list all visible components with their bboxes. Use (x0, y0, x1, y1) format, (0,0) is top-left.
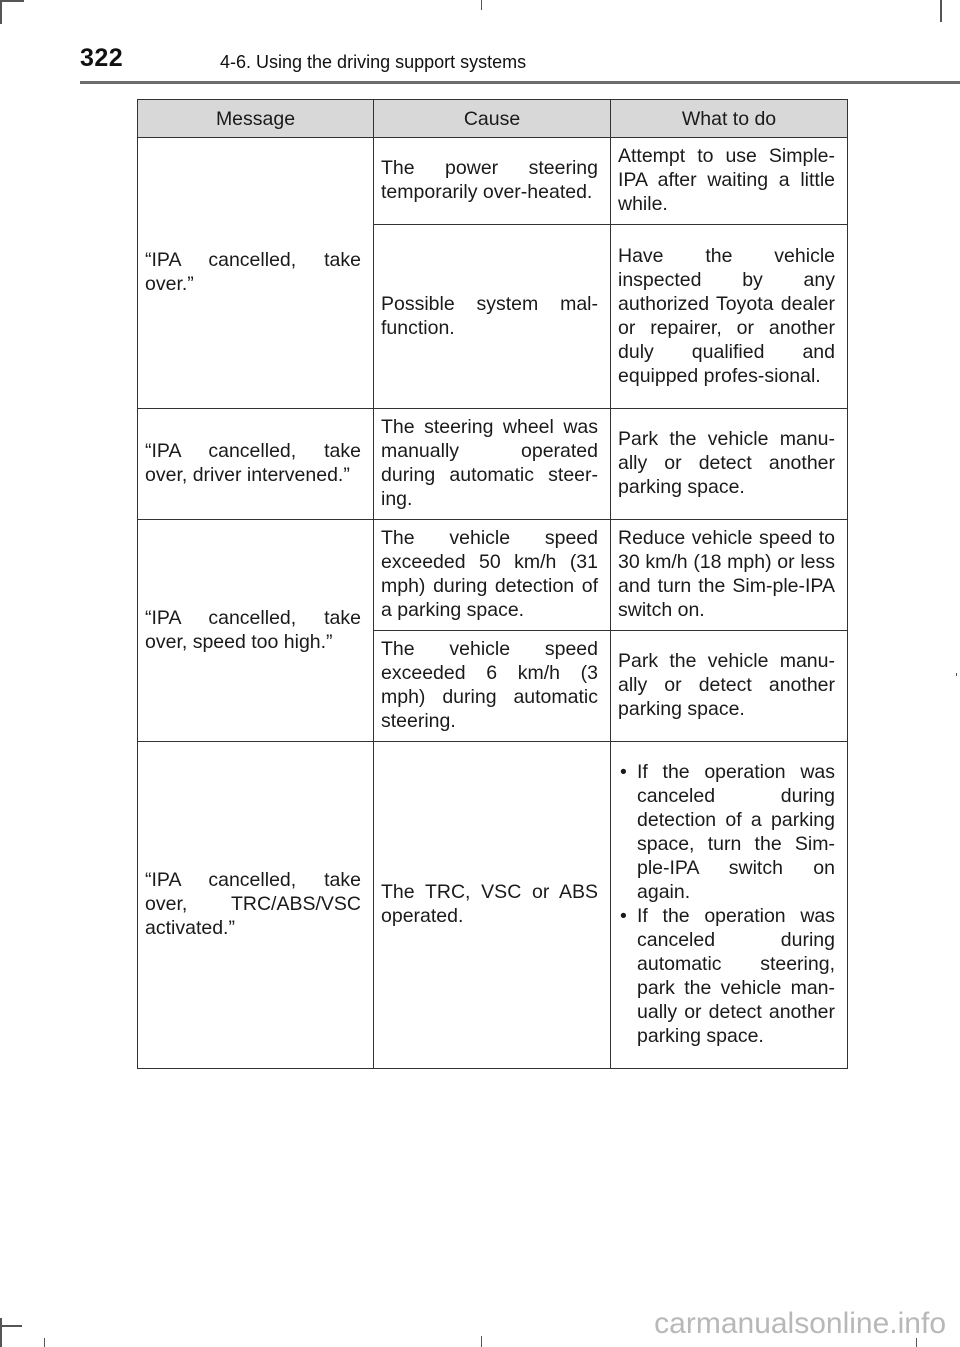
crop-mark (0, 0, 2, 24)
cause-cell: The vehicle speed exceeded 6 km/h (3 mph) during automatic steering. (374, 631, 611, 742)
table-row (138, 409, 848, 520)
table-row (138, 742, 848, 1069)
page-number: 322 (80, 44, 124, 72)
cause-cell: The vehicle speed exceeded 50 km/h (31 mph) during detection of a parking space. (374, 520, 611, 631)
watermark: carmanualsonline.info (654, 1307, 946, 1340)
action-cell: Park the vehicle manu-ally or detect another parking space. (611, 409, 848, 520)
section-title: 4-6. Using the driving support systems (220, 52, 527, 72)
header-rule (80, 81, 960, 84)
message-cell: “IPA cancelled, take over.” (138, 138, 374, 409)
crop-mark (0, 0, 24, 2)
action-cell (611, 742, 848, 1069)
table-row (138, 520, 848, 631)
action-cell: Park the vehicle manu-ally or detect another parking space. (611, 631, 848, 742)
crop-mark (956, 673, 957, 676)
messages-table (137, 99, 848, 1069)
column-header-message: Message (138, 100, 374, 138)
list-item: • If the operation was canceled during detection of a parking space, turn the Sim-ple-IPA switch on again. (618, 760, 835, 904)
crop-mark (481, 0, 482, 10)
crop-mark (0, 1325, 22, 1327)
crop-mark (44, 1338, 45, 1347)
crop-mark (0, 1318, 2, 1347)
crop-mark (481, 1336, 482, 1347)
action-bullet-list (618, 760, 835, 1048)
cause-cell: Possible system mal-function. (374, 225, 611, 409)
message-cell: “IPA cancelled, take over, TRC/ABS/VSC activated.” (138, 742, 374, 1069)
column-header-what-to-do: What to do (611, 100, 848, 138)
table-row (138, 138, 848, 225)
table-header-row (138, 100, 848, 138)
action-cell: Have the vehicle inspected by any authorized Toyota dealer or repairer, or another duly qualified and equipped profes-sional. (611, 225, 848, 409)
cause-cell: The power steering temporarily over-heated. (374, 138, 611, 225)
action-cell: Attempt to use Simple-IPA after waiting a little while. (611, 138, 848, 225)
cause-cell: The TRC, VSC or ABS operated. (374, 742, 611, 1069)
action-cell: Reduce vehicle speed to 30 km/h (18 mph) or less and turn the Sim-ple-IPA switch on. (611, 520, 848, 631)
message-cell: “IPA cancelled, take over, driver intervened.” (138, 409, 374, 520)
message-cell: “IPA cancelled, take over, speed too high.” (138, 520, 374, 742)
list-item: • If the operation was canceled during automatic steering, park the vehicle man-ually or detect another parking space. (618, 904, 835, 1048)
page-header (80, 44, 960, 76)
crop-mark (940, 0, 942, 22)
column-header-cause: Cause (374, 100, 611, 138)
cause-cell: The steering wheel was manually operated during automatic steer-ing. (374, 409, 611, 520)
